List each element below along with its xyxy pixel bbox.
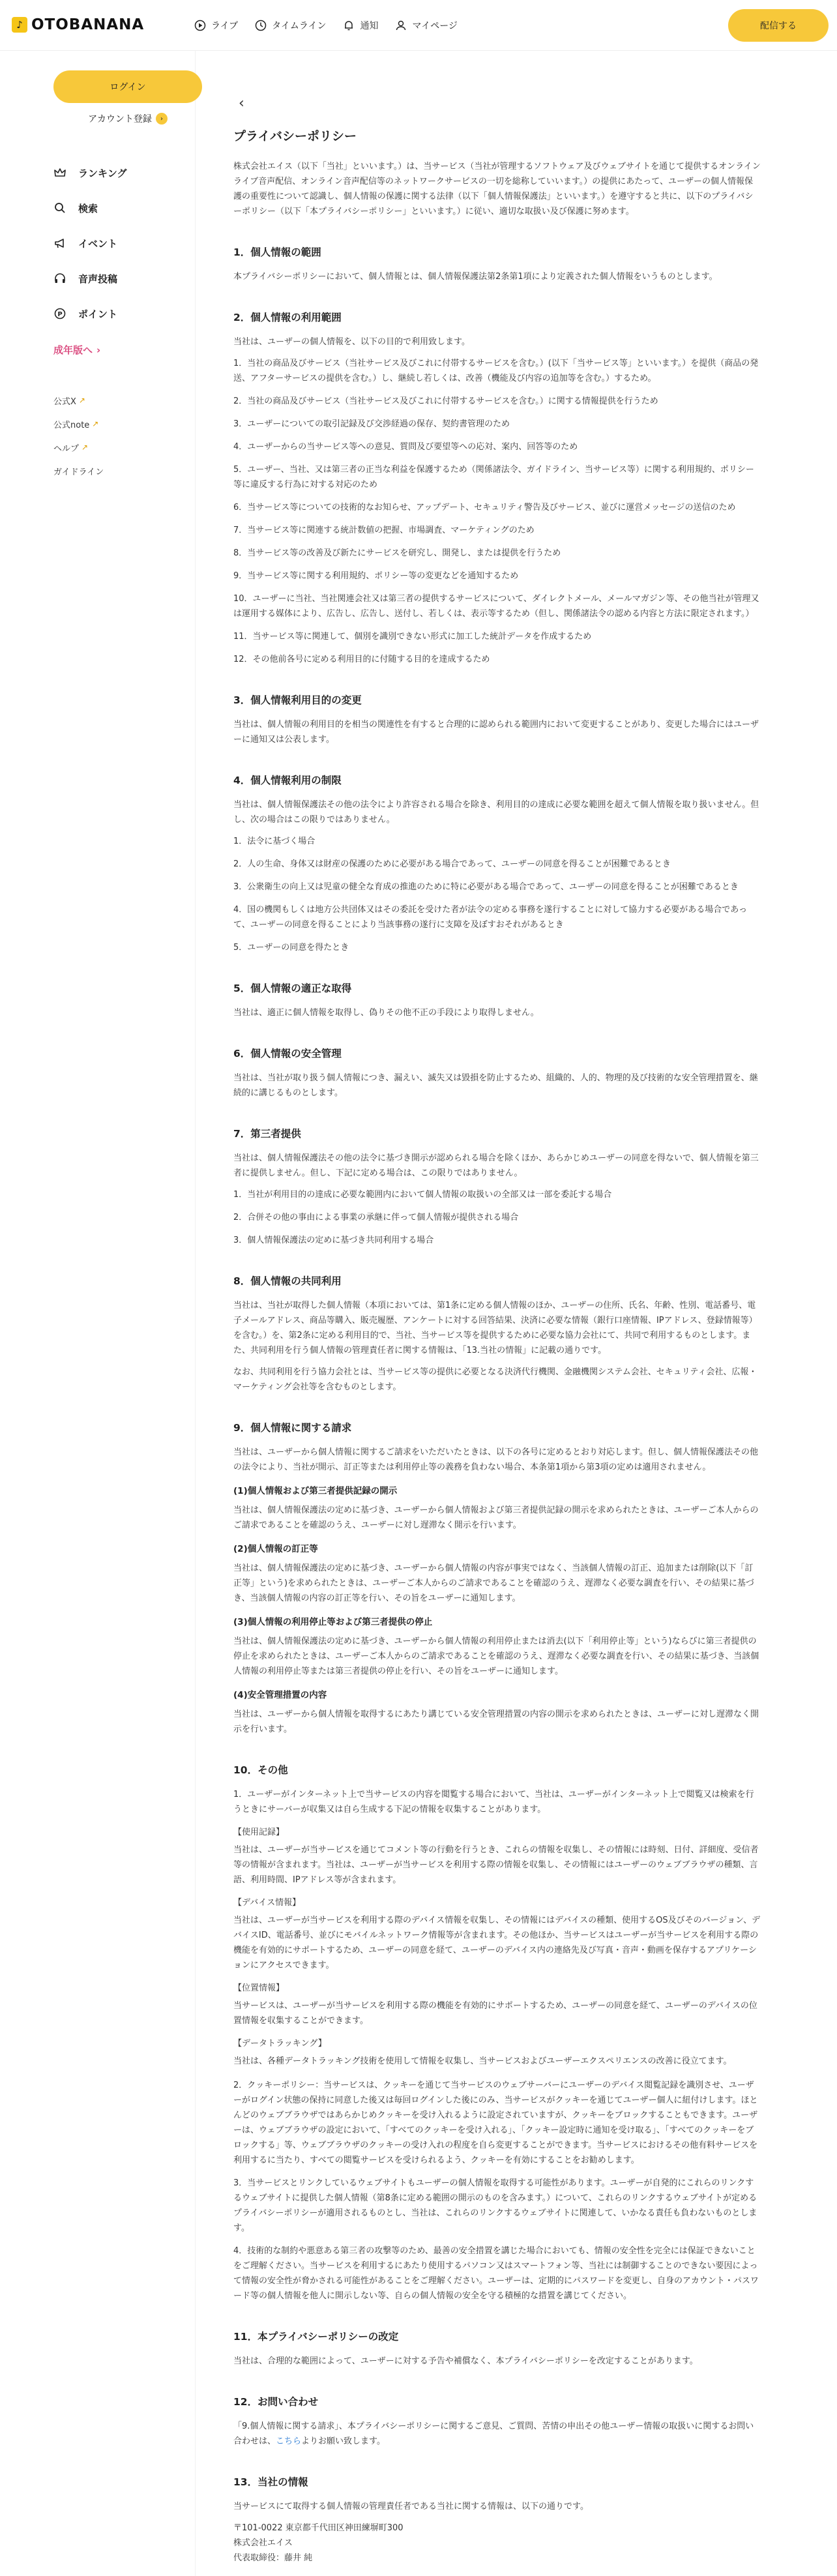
link-help[interactable]: [53, 436, 104, 459]
nav-mypage[interactable]: [395, 16, 457, 35]
section-text: 当社は、個人情報の利用目的を相当の関連性を有すると合理的に認められる範囲内において変更することがあり、変更した場合にはユーザーに通知又は公表します。: [233, 720, 759, 745]
section-heading: 9．個人情報に関する請求: [233, 1422, 352, 1434]
section-text: 当社は、個人情報保護法その他の法令に基づき開示が認められる場合を除くほか、あらかじめユーザーの同意を得ないで、個人情報を第三者に提供しません。但し、下記に定める場合は、この限りではありません。: [233, 1153, 759, 1178]
play-icon: [194, 20, 206, 31]
adult-version-link[interactable]: [53, 343, 100, 357]
section-text: 当社は、ユーザーが当サービスを利用する際のデバイス情報を収集し、その情報にはデバイスの種類、使用するOS及びそのバージョン、デバイスID、電話番号、並びにモバイルネットワーク情報等が含まれます。その他ほか、当サービスはユーザーが当サービスを利用する際の機能を有効的にサポートするため、ユーザーの同意を経て、ユーザーのデバイス内の連絡先及び写真・音声・動画を保存するアプリケーションにアクセスできます。: [233, 1916, 761, 1970]
link-label: ヘルプ: [53, 443, 80, 454]
nav-timeline-label: タイムライン: [272, 21, 327, 31]
adult-version-label: 成年版へ: [53, 344, 93, 356]
list-item: 5．ユーザー、当社、又は第三者の正当な利益を保護するため（関係諸法令、ガイドライン、当サービス等）に関する利用規約、ポリシー等に違反する行為に対する対応のため: [233, 465, 754, 490]
list-item: 4．技術的な制約や悪意ある第三者の攻撃等のため、最善の安全措置を講じた場合においても、情報の安全性を完全には保証できないことをご理解ください。当サービスを利用するにあたり使用するパソコン又はスマートフォン等、当社には制御することのできない要因によって情報の安全性が脅かされる可能性があることをご理解ください。ユーザーは、定期的にパスワードを変更し、自身のアカウント・パスワード等の個人情報を他人に開示しない等、自らの個人情報の安全を守る積極的な措置を講じてください。: [233, 2246, 759, 2301]
list-item: 8．当サービス等の改善及び新たにサービスを研究し、開発し、または提供を行うため: [233, 548, 561, 558]
chevron-right-icon: ›: [96, 344, 101, 356]
list-item: 11．当サービス等に関連して、個別を識別できない形式に加工した統計データを作成するため: [233, 632, 592, 642]
link-official-x[interactable]: [53, 389, 104, 412]
sidebar-item-label: イベント: [78, 237, 118, 250]
section-text: 当社は、ユーザーが当サービスを通じてコメント等の行動を行うとき、これらの情報を収集し、その情報には時刻、日付、詳細度、受信者等の情報が含まれます。当社は、ユーザーが当サービスを利用する際の情報を収集し、その情報にはユーザーのウェブブラウザの種類、言語、利用時間、IPアドレス等が含まれます。: [233, 1845, 759, 1885]
link-guideline[interactable]: [53, 459, 104, 482]
link-label: 公式note: [53, 420, 90, 430]
company-representative: 代表取締役：藤井 純: [233, 2553, 313, 2563]
nav-live[interactable]: [194, 16, 238, 35]
section-text: 当社は、個人情報保護法の定めに基づき、ユーザーから個人情報の内容が事実ではなく、当該個人情報の訂正、追加または削除(以下「訂正等」という)を求められたときは、ユーザーご本人からのご請求であることを確認のうえ、遅滞なく必要な調査を行い、その結果に基づき、当該個人情報の内容の訂正等を行い、その旨をユーザーに通知します。: [233, 1563, 754, 1603]
login-button[interactable]: ログイン: [53, 70, 202, 103]
list-item: 6．当サービス等についての技術的なお知らせ、アップデート、セキュリティ警告及びサービス、並びに運営メッセージの送信のため: [233, 503, 736, 512]
register-link[interactable]: [53, 111, 202, 126]
section-heading: 4．個人情報利用の制限: [233, 775, 342, 786]
section-text: 当社は、個人情報保護法の定めに基づき、ユーザーから個人情報および第三者提供記録の開示を求められたときは、ユーザーご本人からのご請求であることを確認のうえ、ユーザーに対し遅滞なく開示を行います。: [233, 1505, 759, 1530]
point-coin-icon: [53, 307, 66, 320]
company-address: 〒101-0022 東京都千代田区神田練塀町300: [233, 2523, 404, 2533]
bell-icon: [343, 20, 355, 31]
list-item: 5．ユーザーの同意を得たとき: [233, 943, 349, 953]
list-item: 4．ユーザーからの当サービス等への意見、質問及び要望等への応対、案内、回答等のため: [233, 442, 578, 452]
list-item: 3．個人情報保護法の定めに基づき共同利用する場合: [233, 1236, 434, 1245]
contact-text: [233, 2419, 761, 2449]
section-heading: 7．第三者提供: [233, 1128, 301, 1140]
section-text: 1．ユーザーがインターネット上で当サービスの内容を閲覧する場合において、当社は、ユーザーがインターネット上で閲覧又は検索を行うときにサーバーが収集又は自ら生成する下記の情報を収集することがあります。: [233, 1790, 754, 1814]
sidebar-item-points[interactable]: [53, 296, 127, 331]
block-label: 【デバイス情報】: [233, 1898, 301, 1908]
nav-live-label: ライブ: [211, 21, 239, 31]
back-chevron-icon[interactable]: ‹: [239, 95, 244, 111]
section-text: 本プライバシーポリシーにおいて、個人情報とは、個人情報保護法第2条第1項により定義された個人情報をいうものとします。: [233, 272, 718, 282]
sidebar-item-audio-post[interactable]: [53, 261, 127, 296]
section-text: 当社は、ユーザーから個人情報に関するご請求をいただいたときは、以下の各号に定めるとおり対応します。但し、個人情報保護法その他の法令により、当社が開示、訂正等または利用停止等の義務を負わない場合、本条第1項から第3項の定めは適用されません。: [233, 1447, 758, 1472]
crown-icon: [53, 166, 66, 179]
headphones-icon: [53, 272, 66, 285]
section-text: 当社は、ユーザーから個人情報を取得するにあたり講じている安全管理措置の内容の開示を求められたときは、ユーザーに対し遅滞なく開示を行います。: [233, 1710, 759, 1734]
list-item: 10．ユーザーに当社、当社関連会社又は第三者の提供するサービスについて、ダイレクトメール、メールマガジン等、その他当社が管理又は運用する媒体により、広告し、広告し、送付し、若しくは、表示等するため（但し、関係諸法令の認める内容と方法に限定されます。）: [233, 594, 759, 619]
subsection-heading: (2)個人情報の訂正等: [233, 1544, 318, 1554]
section-heading: 6．個人情報の安全管理: [233, 1048, 342, 1059]
sidebar-item-event[interactable]: [53, 226, 127, 261]
top-nav: [194, 16, 458, 35]
sidebar: [0, 51, 196, 2576]
list-item: 3．公衆衛生の向上又は児童の健全な育成の推進のために特に必要がある場合であって、ユーザーの同意を得ることが困難であるとき: [233, 882, 739, 892]
section-heading: 3．個人情報利用目的の変更: [233, 694, 362, 706]
external-links: [53, 389, 104, 482]
section-heading: 5．個人情報の適正な取得: [233, 983, 352, 994]
deliver-button[interactable]: 配信する: [728, 9, 829, 42]
section-heading: 2．個人情報の利用範囲: [233, 312, 342, 323]
nav-notifications-label: 通知: [360, 21, 379, 31]
link-label: ガイドライン: [53, 467, 104, 477]
sidebar-item-label: 音声投稿: [78, 273, 118, 285]
svg-text:P: P: [57, 311, 63, 318]
list-item: 1．当社の商品及びサービス（当社サービス及びこれに付帯するサービスを含む。）(以下「当サービス等」といいます。）を提供（商品の発送、アフターサービスの提供を含む。）し、継続し若しくは、改善（機能及び内容の追加等を含む。）するため。: [233, 359, 759, 383]
timeline-icon: [255, 20, 267, 31]
list-item: 2．当社の商品及びサービス（当社サービス及びこれに付帯するサービスを含む。）に関する情報提供を行うため: [233, 396, 658, 406]
list-item: 3．ユーザーについての取引記録及び交渉経過の保存、契約書管理のため: [233, 419, 510, 429]
section-text: 当社は、個人情報保護法その他の法令により許容される場合を除き、利用目的の達成に必要な範囲を超えて個人情報を取り扱いません。但し、次の場合はこの限りではありません。: [233, 800, 759, 825]
nav-timeline[interactable]: [255, 16, 326, 35]
search-icon: [53, 201, 66, 215]
block-label: 【データトラッキング】: [233, 2039, 327, 2049]
list-item: 2．人の生命、身体又は財産の保護のために必要がある場合であって、ユーザーの同意を得ることが困難であるとき: [233, 859, 671, 869]
section-text: なお、共同利用を行う協力会社とは、当サービス等の提供に必要となる決済代行機関、金融機関システム会社、セキュリティ会社、広報・マーケティング会社等を含むものとします。: [233, 1367, 757, 1392]
list-item: 7．当サービス等に関連する統計数値の把握、市場調査、マーケティングのため: [233, 526, 535, 535]
register-label: アカウント登録: [88, 114, 152, 125]
section-text: 当社は、合理的な範囲によって、ユーザーに対する予告や補償なく、本プライバシーポリシーを改定することがあります。: [233, 2356, 698, 2366]
sidebar-item-label: ランキング: [78, 167, 127, 179]
list-item: 2．合併その他の事由による事業の承継に伴って個人情報が提供される場合: [233, 1213, 519, 1222]
list-item: 4．国の機関もしくは地方公共団体又はその委託を受けた者が法令の定める事務を遂行することに対して協力する必要がある場合であって、ユーザーの同意を得ることにより当該事務の遂行に支障を及ぼすおそれがあるとき: [233, 905, 748, 930]
link-label: 公式X: [53, 396, 76, 407]
list-item: 3．当サービスとリンクしているウェブサイトもユーザーの個人情報を取得する可能性があります。ユーザーが自発的にこれらのリンクするウェブサイトに提供した個人情報（第8条に定める範囲の開示のものを含みます。）について、これらのリンクするウェブサイトが定めるプライバシーポリシーが適用されるものとし、当社は、これらのリンクするウェブサイトに関連して、いかなる責任も負わないものとします。: [233, 2178, 757, 2233]
contact-link[interactable]: こちら: [276, 2436, 302, 2446]
section-text: 当社は、適正に個人情報を取得し、偽りその他不正の手段により取得しません。: [233, 1008, 539, 1018]
sidebar-item-label: 検索: [78, 202, 98, 215]
megaphone-icon: [53, 237, 66, 250]
sidebar-item-label: ポイント: [78, 308, 118, 320]
intro-text: 株式会社エイス（以下「当社」といいます。）は、当サービス（当社が管理するソフトウェア及びウェブサイトを通じて提供するオンラインライブ音声配信、オンライン音声配信等のネットワークサービスの一切を総称していいます。）の提供にあたって、ユーザーの個人情報保護の重要性について認識し、個人情報の保護に関する法律（以下「個人情報保護法」といいます。）を遵守すると共に、以下のプライバシーポリシー（以下「本プライバシーポリシー」といいます。）に従い、適切な取扱い及び保護に努めます。: [233, 162, 761, 216]
contact-text-after: よりお願い致します。: [301, 2436, 385, 2446]
section-heading: 12．お問い合わせ: [233, 2396, 319, 2408]
block-label: 【使用記録】: [233, 1828, 285, 1837]
section-heading: 11．本プライバシーポリシーの改定: [233, 2331, 399, 2343]
nav-mypage-label: マイページ: [412, 21, 458, 31]
block-label: 【位置情報】: [233, 1983, 285, 1993]
section-heading: 1．個人情報の範囲: [233, 246, 321, 258]
logo-text: OTOBANANA: [31, 16, 145, 33]
list-item: 1．当社が利用目的の達成に必要な範囲内において個人情報の取扱いの全部又は一部を委託する場合: [233, 1190, 612, 1200]
section-text: 当社は、当社が取得した個人情報（本項においては、第1条に定める個人情報のほか、ユーザーの住所、氏名、年齢、性別、電話番号、電子メールアドレス、商品等購入、販売履歴、アンケートに対する回答結果、決済に必要な情報（銀行口座情報、IPアドレス、登録情報等）を含む。）を、第2条に定める利用目的で、当社、当サービス等を提供するために必要な協力会社にて、共同で利用するものとします。また、共同利用を行う個人情報の管理責任者に関する情報は、「13.当社の情報」に記載の通りです。: [233, 1301, 757, 1355]
subsection-heading: (1)個人情報および第三者提供記録の開示: [233, 1486, 398, 1496]
section-heading: 10．その他: [233, 1764, 288, 1776]
top-header: [0, 0, 837, 51]
list-item: 12．その他前各号に定める利用目的に付随する目的を達成するため: [233, 655, 490, 664]
link-official-note[interactable]: [53, 412, 104, 436]
policy-body: [233, 159, 761, 2566]
logo-mark-icon: ♪: [12, 17, 27, 33]
list-item: 9．当サービス等に関する利用規約、ポリシー等の変更などを通知するため: [233, 571, 519, 581]
list-item: 2．クッキーポリシー：当サービスは、クッキーを通じて当サービスのウェブサーバーにユーザーのデバイス閲覧記録を識別させ、ユーザーがログイン状態の保持に同意した後又は毎回ログインした後にのみ、当サービスがクッキーを通じてユーザー個人に紐付けします。ほとんどのウェブブラウザではあらかじめクッキーを受け入れるように設定されていますが、クッキーをブロックすることもできます。ユーザーは、ウェブブラウザの設定において、「すべてのクッキーを受け入れる」、「クッキー設定時に通知を受け取る」、「すべてのクッキーをブロックする」等、ウェブブラウザのクッキーの受け入れの程度を自ら変更することができます。当サービスにおけるその他有料サービスを利用するに当たり、すべての閲覧サービスを受けられるよう、クッキーを有効にすることをお勧めします。: [233, 2080, 758, 2165]
external-link-icon: ↗: [78, 396, 85, 405]
section-text: 当社は、各種データトラッキング技術を使用して情報を収集し、当サービスおよびユーザーエクスペリエンスの改善に役立てます。: [233, 2056, 732, 2066]
subsection-heading: (3)個人情報の利用停止等および第三者提供の停止: [233, 1617, 433, 1627]
sidebar-menu: [53, 155, 127, 331]
section-text: 当サービスにて取得する個人情報の管理責任者である当社に関する情報は、以下の通りです。: [233, 2502, 589, 2511]
section-heading: 8．個人情報の共同利用: [233, 1275, 342, 1287]
external-link-icon: ↗: [92, 419, 99, 428]
list-item: 1．法令に基づく場合: [233, 836, 316, 846]
section-text: 当社は、当社が取り扱う個人情報につき、漏えい、滅失又は毀損を防止するため、組織的、人的、物理的及び技術的な安全管理措置を、継続的に講じるものとします。: [233, 1073, 758, 1098]
subsection-heading: (4)安全管理措置の内容: [233, 1690, 327, 1700]
otobanana-logo[interactable]: [12, 14, 144, 35]
arrow-right-icon: ›: [156, 113, 168, 125]
sidebar-item-ranking[interactable]: [53, 155, 127, 190]
page-title: プライバシーポリシー: [233, 129, 357, 143]
company-name: 株式会社エイス: [233, 2538, 293, 2548]
section-text: 当社は、個人情報保護法の定めに基づき、ユーザーから個人情報の利用停止または消去(以下「利用停止等」という)ならびに第三者提供の停止を求められたときは、ユーザーご本人からのご請求であることを確認のうえ、遅滞なく必要な調査を行い、その結果に基づき、当該個人情報の利用停止等または第三者提供の停止を行い、その旨をユーザーに通知します。: [233, 1636, 759, 1676]
contact-text-before: 「9.個人情報に関する請求」、本プライバシーポリシーに関するご意見、ご質問、苦情の申出その他ユーザー情報の取扱いに関するお問い合わせは、: [233, 2421, 754, 2446]
nav-notifications[interactable]: [343, 16, 378, 35]
section-text: 当社は、ユーザーの個人情報を、以下の目的で利用致します。: [233, 337, 470, 347]
user-icon: [395, 20, 407, 31]
section-text: 当サービスは、ユーザーが当サービスを利用する際の機能を有効的にサポートするため、ユーザーの同意を経て、ユーザーのデバイスの位置情報を収集することができます。: [233, 2001, 757, 2026]
external-link-icon: ↗: [81, 443, 89, 452]
sidebar-item-search[interactable]: [53, 190, 127, 226]
section-heading: 13．当社の情報: [233, 2476, 308, 2488]
